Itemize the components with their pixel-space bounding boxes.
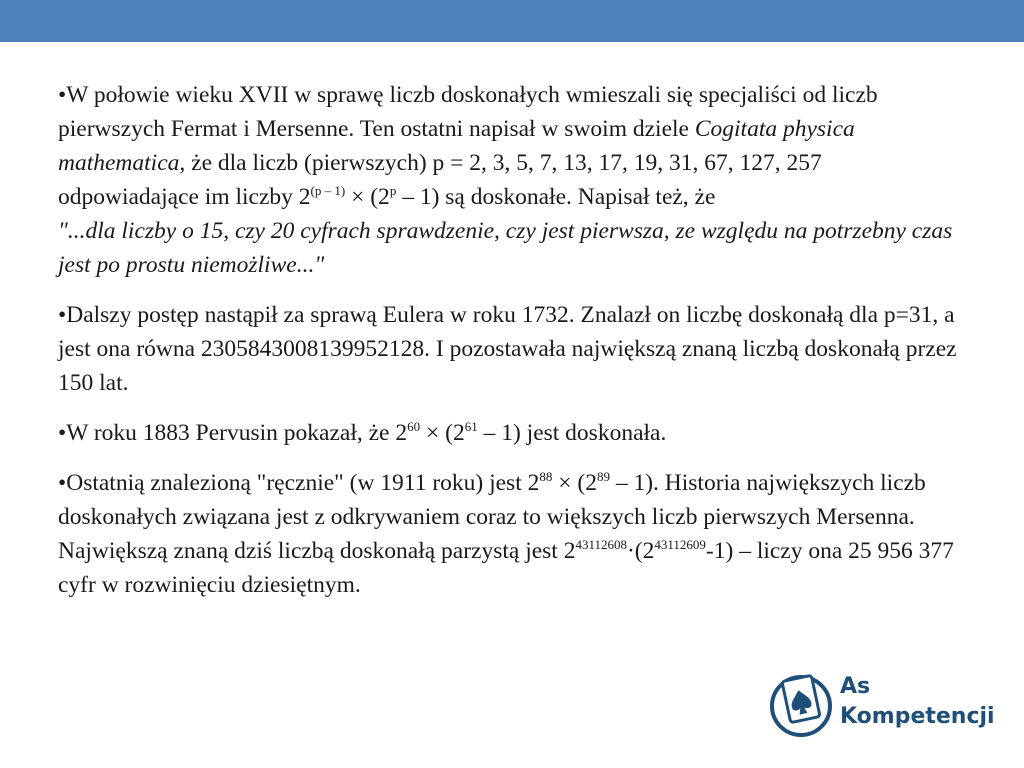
logo-line-1: As — [840, 674, 871, 699]
paragraph-1-text: •W połowie wieku XVII w sprawę liczb doskonałych wmieszali się specjaliści od liczb pierwszych Fermat i Mersenne. Ten ostatni napisał w swoim dziele Cogitata physica mathematica, że dla liczb (pierwszych) p = 2, 3, 5, 7, 13, 17, 19, 31, 67, 127, 257 odpowiadające im liczby $2^{(p - 1)} \times (2^p - 1)$ są doskonałe. Napisał też, że — [58, 82, 878, 210]
paragraph-history — [58, 466, 958, 602]
top-accent-bar — [0, 0, 1024, 42]
as-kompetencji-logo — [768, 668, 1008, 748]
paragraph-2-text: •Dalszy postęp nastąpił za sprawą Eulera w roku 1732. Znalazł on liczbę doskonałą dla p=31, a jest ona równa 2305843008139952128. I pozostawała największą znaną liczbą doskonałą przez 150 lat. — [58, 302, 957, 396]
paragraph-pervusin — [58, 416, 958, 450]
spade-card-icon — [768, 668, 838, 738]
paragraph-4-text: •Ostatnią znalezioną "ręcznie" (w 1911 roku) jest $2^{88} \times (2^{89} - 1)$. Historia największych liczb doskonałych związana jest z odkrywaniem coraz to większych liczb pierwszych Mersenna. Największą znaną dziś liczbą doskonałą parzystą jest $2^{43112608}\cdot(2^{43112609}-1)$ – liczy ona 25 956 377 cyfr w rozwinięciu dziesiętnym. — [58, 469, 954, 598]
book-title: Cogitata physica mathematica — [58, 116, 855, 176]
paragraph-euler — [58, 298, 958, 400]
logo-line-2: Kompetencji — [840, 704, 995, 729]
paragraph-3-text: •W roku 1883 Pervusin pokazał, że $2^{60} \times (2^{61} - 1)$ jest doskonała. — [58, 419, 667, 446]
slide-content — [58, 78, 958, 618]
mersenne-quote: "...dla liczby o 15, czy 20 cyfrach sprawdzenie, czy jest pierwsza, ze względu na potrzebny czas jest po prostu niemożliwe..." — [58, 218, 953, 278]
logo-text — [840, 672, 995, 732]
paragraph-fermat-mersenne — [58, 78, 958, 282]
